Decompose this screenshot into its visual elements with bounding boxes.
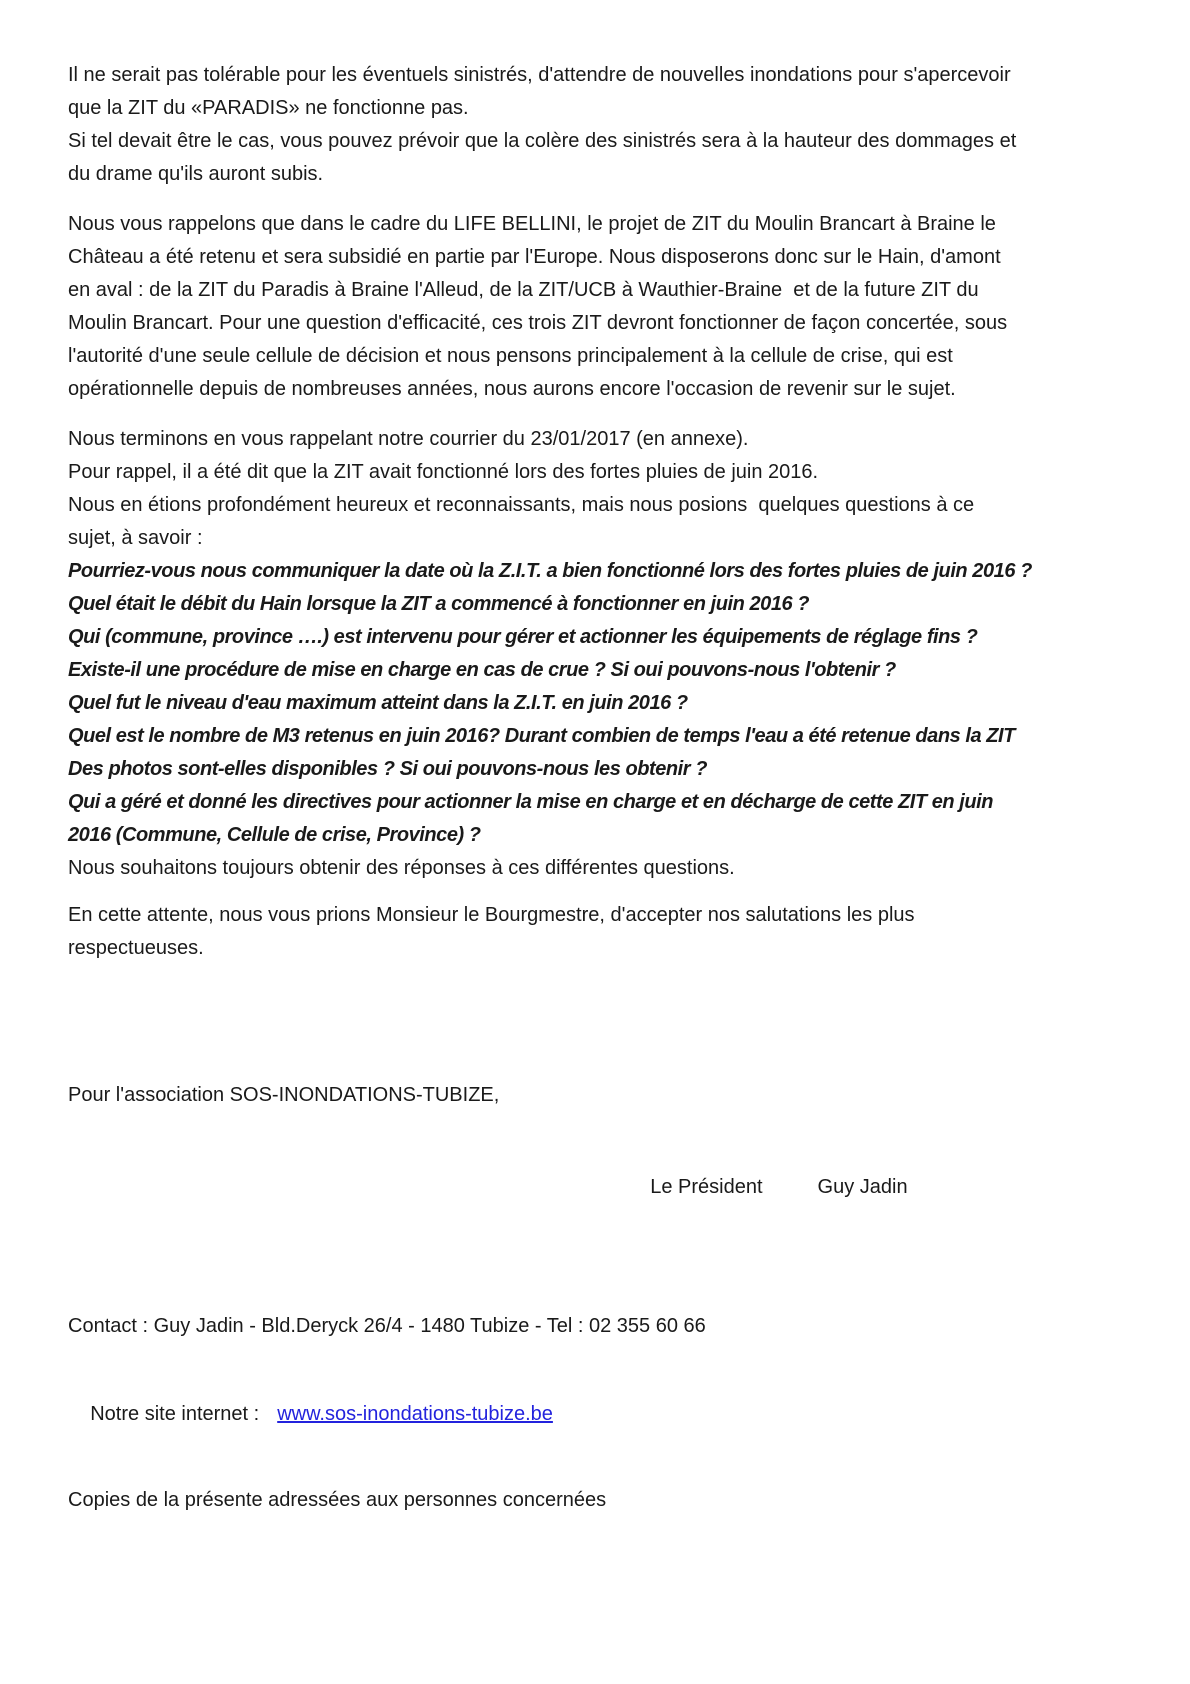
text-line: Copies de la présente adressées aux personnes concernées (68, 1489, 607, 1511)
question-line: Existe-il une procédure de mise en charge en cas de crue ? Si oui pouvons-nous l'obtenir ? (68, 659, 896, 681)
website-label: Notre site internet : (90, 1403, 260, 1425)
text-line: Si tel devait être le cas, vous pouvez prévoir que la colère des sinistrés sera à la hauteur des dommages et (68, 130, 1017, 152)
contact-line (68, 1310, 1140, 1343)
question-line: Qui (commune, province ….) est intervenu pour gérer et actionner les équipements de réglage fins ? (68, 626, 978, 648)
paragraph-closing (68, 899, 1140, 965)
question-line: Qui a géré et donné les directives pour actionner la mise en charge et en décharge de cette ZIT en juin (68, 791, 994, 813)
question-line: 2016 (Commune, Cellule de crise, Province) ? (68, 824, 481, 846)
signature-name: Guy Jadin (817, 1176, 908, 1198)
website-line (68, 1365, 1140, 1464)
signature-title: Le Président (650, 1176, 763, 1198)
text-line: Nous en étions profondément heureux et reconnaissants, mais nous posions quelques questions à ce (68, 494, 975, 516)
website-link[interactable]: www.sos-inondations-tubize.be (277, 1403, 553, 1425)
text-line: Il ne serait pas tolérable pour les éventuels sinistrés, d'attendre de nouvelles inondations pour s'apercevoir (68, 64, 1011, 86)
text-line: Nous vous rappelons que dans le cadre du LIFE BELLINI, le projet de ZIT du Moulin Brancart à Braine le (68, 213, 996, 235)
text-line: opérationnelle depuis de nombreuses années, nous aurons encore l'occasion de revenir sur le sujet. (68, 378, 956, 400)
paragraph-life-bellini (68, 208, 1140, 406)
text-line: Pour rappel, il a été dit que la ZIT avait fonctionné lors des fortes pluies de juin 2016. (68, 461, 819, 483)
text-line: du drame qu'ils auront subis. (68, 163, 324, 185)
text-line: Nous souhaitons toujours obtenir des réponses à ces différentes questions. (68, 857, 735, 879)
text-line: sujet, à savoir : (68, 527, 203, 549)
copies-line (68, 1484, 1140, 1517)
text-line: Pour l'association SOS-INONDATIONS-TUBIZE, (68, 1084, 500, 1106)
text-line: Contact : Guy Jadin - Bld.Deryck 26/4 - 1480 Tubize - Tel : 02 355 60 66 (68, 1315, 706, 1337)
question-line: Des photos sont-elles disponibles ? Si oui pouvons-nous les obtenir ? (68, 758, 707, 780)
text-line: Moulin Brancart. Pour une question d'efficacité, ces trois ZIT devront fonctionner de façon concertée, sous (68, 312, 1008, 334)
question-line: Pourriez-vous nous communiquer la date où la Z.I.T. a bien fonctionné lors des fortes pluies de juin 2016 ? (68, 560, 1032, 582)
question-line: Quel était le débit du Hain lorsque la ZIT a commencé à fonctionner en juin 2016 ? (68, 593, 810, 615)
paragraph-rappel-courrier (68, 423, 1140, 555)
questions-block (68, 555, 1140, 852)
text-line: Nous terminons en vous rappelant notre courrier du 23/01/2017 (en annexe). (68, 428, 749, 450)
question-line: Quel est le nombre de M3 retenus en juin 2016? Durant combien de temps l'eau a été retenue dans la ZIT (68, 725, 1015, 747)
signature-line (628, 1138, 1140, 1237)
text-line: respectueuses. (68, 937, 204, 959)
text-line: l'autorité d'une seule cellule de décision et nous pensons principalement à la cellule de crise, qui est (68, 345, 953, 367)
text-line: Château a été retenu et sera subsidié en partie par l'Europe. Nous disposerons donc sur le Hain, d'amont (68, 246, 1001, 268)
paragraph-intro (68, 59, 1140, 191)
question-line: Quel fut le niveau d'eau maximum atteint dans la Z.I.T. en juin 2016 ? (68, 692, 688, 714)
text-line: en aval : de la ZIT du Paradis à Braine l'Alleud, de la ZIT/UCB à Wauthier-Braine et de la future ZIT du (68, 279, 979, 301)
paragraph-reponses (68, 852, 1140, 885)
text-line: que la ZIT du «PARADIS» ne fonctionne pas. (68, 97, 469, 119)
text-line: En cette attente, nous vous prions Monsieur le Bourgmestre, d'accepter nos salutations les plus (68, 904, 915, 926)
association-line (68, 1079, 1140, 1112)
